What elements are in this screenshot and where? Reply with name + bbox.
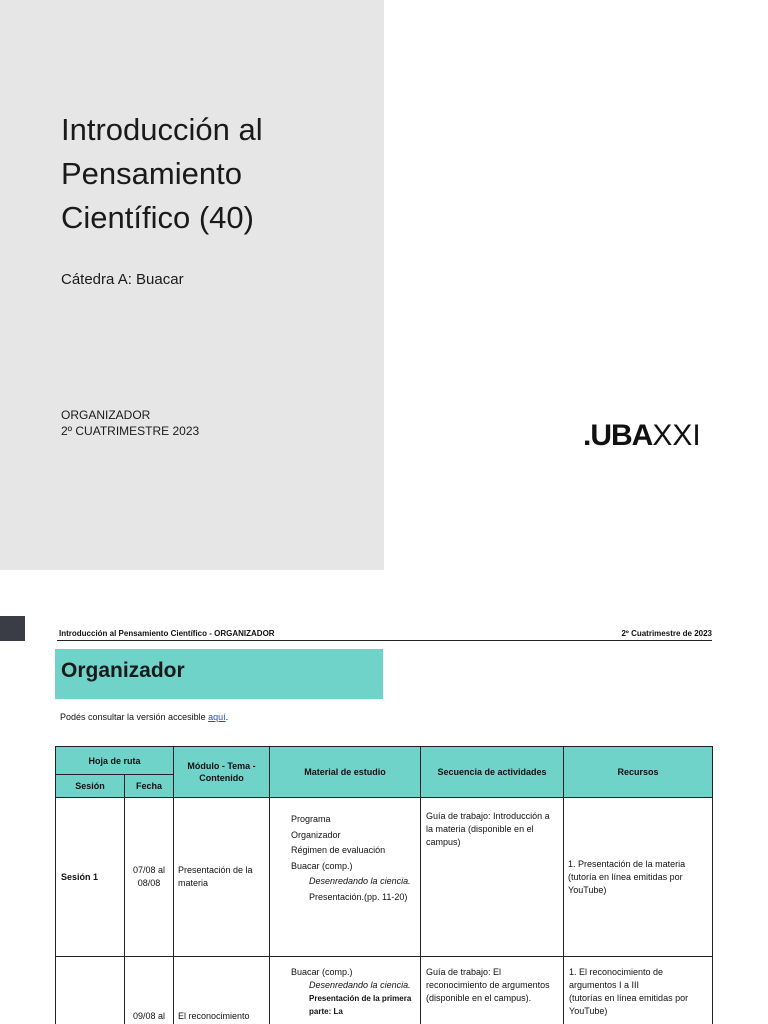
- cell-fecha: 07/08 al 08/08: [125, 798, 174, 957]
- cell-sesion: Sesión 1: [56, 798, 125, 957]
- cover-meta-line: 2º CUATRIMESTRE 2023: [61, 424, 200, 438]
- cell-recursos: 1. Presentación de la materia (tutoría en línea emitidas por YouTube): [564, 798, 713, 957]
- material-line: Presentación de la primera parte: La: [309, 994, 412, 1016]
- material-line: Organizador: [291, 829, 341, 840]
- header-material: Material de estudio: [270, 747, 421, 798]
- cover-title: [61, 108, 361, 240]
- material-line: Desenredando la ciencia.: [309, 876, 411, 887]
- organizer-title-box: [55, 649, 383, 699]
- note-suffix: .: [225, 712, 229, 722]
- material-line: Presentación.(pp. 11-20): [309, 891, 408, 902]
- cover-panel: [0, 0, 384, 570]
- material-line: Desenredando la ciencia.: [309, 980, 411, 990]
- header-left: Introducción al Pensamiento Científico - ORGANIZADOR: [59, 629, 275, 638]
- logo-part-xxi: XXI: [652, 419, 701, 452]
- header-modulo: Módulo - Tema - Contenido: [174, 747, 270, 798]
- cover-meta-line: ORGANIZADOR: [61, 408, 151, 422]
- uba-xxi-logo: [583, 418, 701, 454]
- cover-title-line: Introducción al: [61, 112, 263, 147]
- cell-material: [270, 957, 421, 1024]
- cell-modulo: El reconocimiento: [174, 957, 270, 1024]
- header-secuencia: Secuencia de actividades: [421, 747, 564, 798]
- header-hoja-de-ruta: Hoja de ruta: [56, 747, 174, 775]
- page-header: [57, 629, 712, 641]
- header-recursos: Recursos: [564, 747, 713, 798]
- cell-modulo: Presentación de la materia: [174, 798, 270, 957]
- cover-subtitle: Cátedra A: Buacar: [61, 271, 184, 288]
- cover-meta: [61, 407, 199, 439]
- material-line: Programa: [291, 814, 331, 824]
- accessible-version-note: [60, 712, 228, 722]
- note-prefix: Podés consultar la versión accesible: [60, 712, 209, 722]
- cover-title-line: Científico (40): [61, 200, 254, 235]
- cell-fecha: 09/08 al: [125, 957, 174, 1024]
- header-fecha: Fecha: [125, 775, 174, 798]
- recursos-line: 1. El reconocimiento de argumentos I a III: [569, 967, 664, 990]
- material-line: Buacar (comp.): [291, 967, 353, 977]
- logo-part-uba: .UBA: [583, 419, 653, 452]
- cover-title-line: Pensamiento: [61, 156, 242, 191]
- page-marker-square: [0, 616, 25, 641]
- material-line: Buacar (comp.): [291, 860, 353, 871]
- material-line: Régimen de evaluación: [291, 845, 386, 856]
- recursos-line: (tutorías en línea emitidas por YouTube): [569, 993, 689, 1016]
- cell-material: [270, 798, 421, 957]
- table-row: [56, 798, 713, 957]
- accessible-version-link[interactable]: aquí: [208, 712, 226, 722]
- cell-actividades: Guía de trabajo: Introducción a la materia (disponible en el campus): [421, 798, 564, 957]
- cell-recursos: [564, 957, 713, 1024]
- header-sesion: Sesión: [56, 775, 125, 798]
- table-row: [56, 957, 713, 1024]
- cell-actividades: Guía de trabajo: El reconocimiento de argumentos (disponible en el campus).: [421, 957, 564, 1024]
- organizer-title: Organizador: [61, 659, 185, 682]
- organizer-table: [55, 746, 713, 1024]
- cell-sesion: [56, 957, 125, 1024]
- header-right: 2º Cuatrimestre de 2023: [621, 629, 712, 638]
